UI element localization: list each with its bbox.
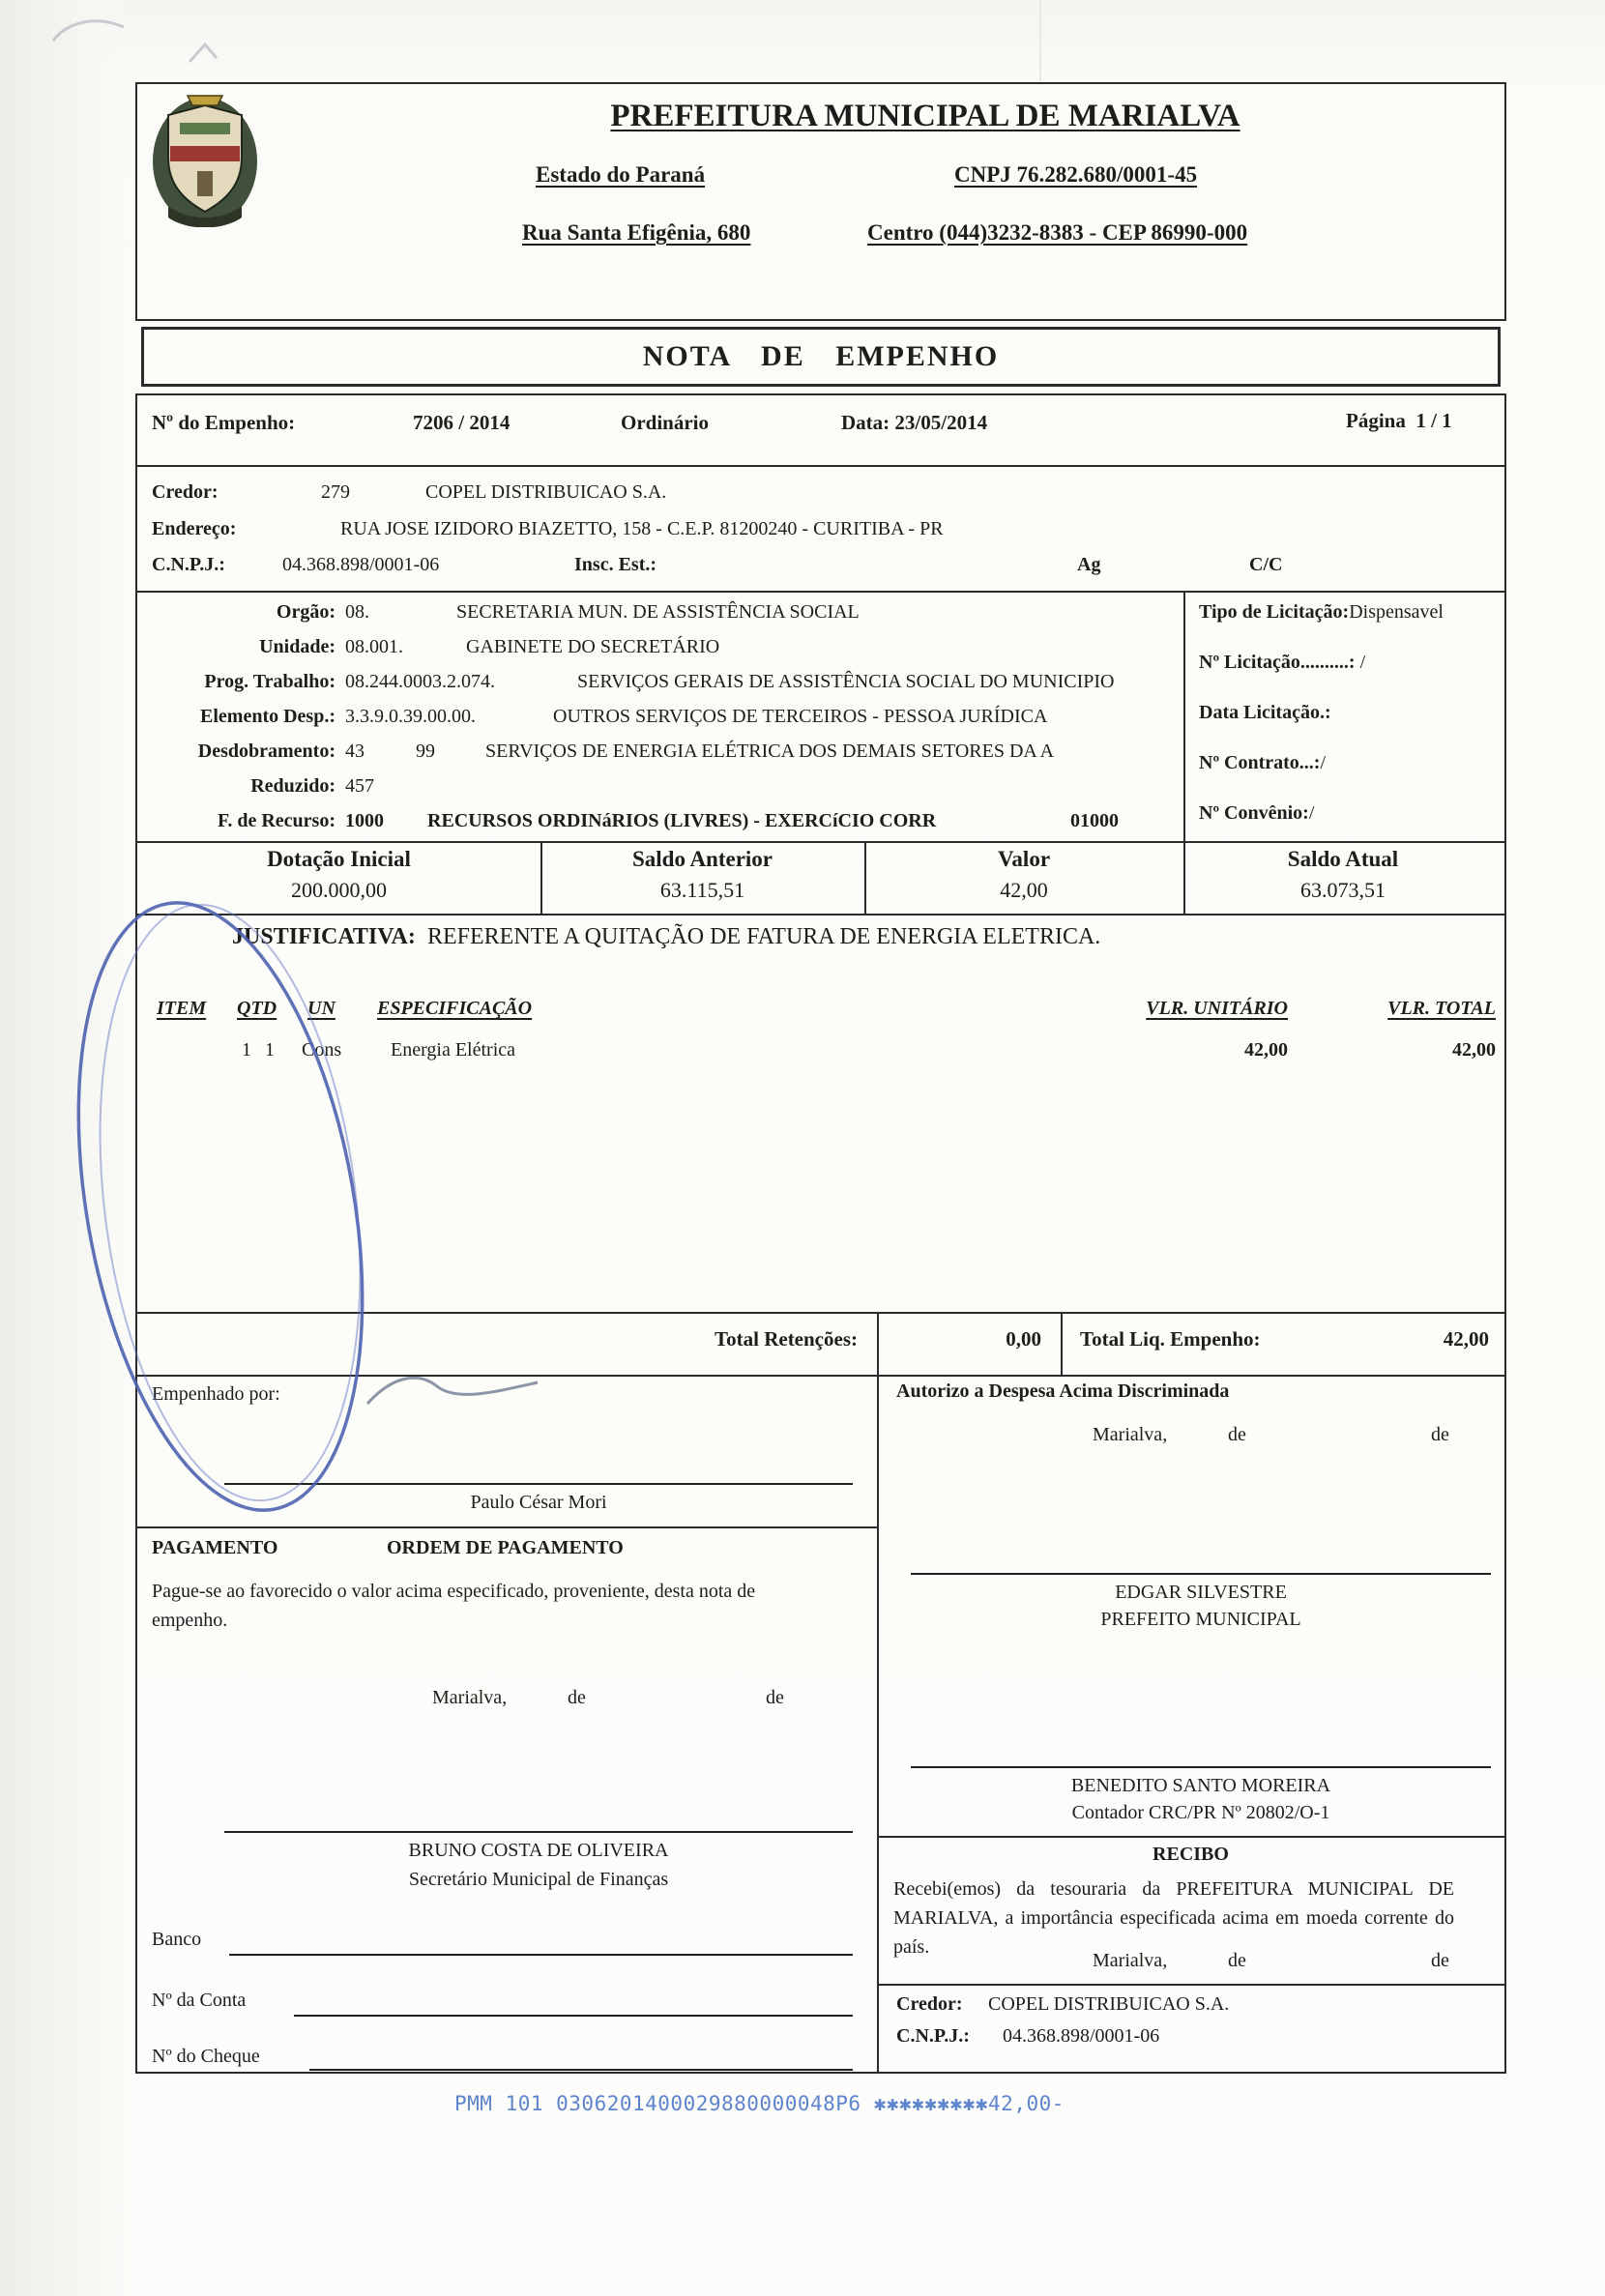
rule: [877, 1836, 1504, 1838]
endereco-prefeitura-2: Centro (044)3232-8383 - CEP 86990-000: [867, 220, 1248, 245]
num-convenio: [1199, 801, 1314, 825]
total-liq-label: Total Liq. Empenho:: [1080, 1327, 1261, 1351]
item-un: Cons: [302, 1039, 342, 1061]
elemento-desp-desc: OUTROS SERVIÇOS DE TERCEIROS - PESSOA JURÍDICA: [553, 706, 1048, 727]
rule: [877, 1984, 1504, 1986]
item-especificacao: Energia Elétrica: [391, 1039, 516, 1061]
justificativa-label: JUSTIFICATIVA:: [232, 924, 416, 949]
cnpj-label: C.N.P.J.:: [152, 554, 225, 575]
de-4: de: [1431, 1424, 1449, 1445]
credor-codigo: 279: [321, 481, 350, 503]
cnpj-prefeitura: CNPJ 76.282.680/0001-45: [954, 162, 1198, 187]
pagamento-label: PAGAMENTO: [152, 1537, 278, 1558]
num-contrato-label: Nº Contrato...:: [1199, 752, 1321, 773]
justificativa-texto: REFERENTE A QUITAÇÃO DE FATURA DE ENERGIA ELETRICA.: [427, 924, 1101, 949]
recibo-credor-nome: COPEL DISTRIBUICAO S.A.: [988, 1993, 1230, 2015]
desdobramento-code2: 99: [416, 741, 435, 762]
rule: [137, 591, 1504, 593]
orgao-desc: SECRETARIA MUN. DE ASSISTÊNCIA SOCIAL: [456, 601, 860, 623]
financas-cargo: Secretário Municipal de Finanças: [408, 1869, 669, 1890]
endereco-credor: RUA JOSE IZIDORO BIAZETTO, 158 - C.E.P. 81200240 - CURITIBA - PR: [340, 518, 944, 539]
num-licitacao-value: /: [1359, 652, 1366, 673]
pague-se-texto: Pague-se ao favorecido o valor acima especificado, proveniente, desta nota de empenho.: [152, 1581, 756, 1631]
banco-line: [229, 1954, 853, 1956]
reduzido-label: Reduzido:: [250, 775, 336, 797]
saldo-anterior-valor: 63.115,51: [659, 878, 745, 902]
de-2: de: [766, 1687, 784, 1708]
rule: [137, 1375, 1504, 1377]
num-convenio-label: Nº Convênio:: [1199, 802, 1309, 824]
num-convenio-value: /: [1308, 802, 1315, 824]
cidade-data-recibo: Marialva,: [1093, 1950, 1168, 1971]
recibo-cnpj: 04.368.898/0001-06: [1003, 2025, 1160, 2047]
reduzido-code: 457: [345, 775, 374, 797]
elemento-desp-label: Elemento Desp.:: [200, 706, 336, 727]
data-licitacao: [1199, 701, 1331, 724]
unidade-label: Unidade:: [259, 636, 336, 657]
num-licitacao-label: Nº Licitação..........:: [1199, 652, 1360, 673]
ag-label: Ag: [1077, 554, 1101, 575]
unidade-code: 08.001.: [345, 636, 403, 657]
tipo-licitacao-label: Tipo de Licitação:: [1199, 601, 1350, 623]
prefeito-cargo: PREFEITO MUNICIPAL: [1100, 1609, 1301, 1630]
tipo-licitacao: [1199, 600, 1444, 624]
col-un: UN: [307, 998, 336, 1019]
de-1: de: [568, 1687, 586, 1708]
total-retencoes-label: Total Retenções:: [715, 1327, 858, 1351]
data-label: Data:: [841, 411, 890, 434]
estado-label: Estado do Paraná: [536, 162, 706, 187]
empenho-data: [841, 411, 987, 435]
item-qtd: 1: [265, 1039, 275, 1061]
col-vlr-unitario: VLR. UNITÁRIO: [1146, 998, 1288, 1019]
cheque-line: [309, 2069, 853, 2071]
prog-trabalho-code: 08.244.0003.2.074.: [345, 671, 495, 692]
f-recurso-extra: 01000: [1070, 810, 1119, 831]
num-contrato: [1199, 751, 1326, 774]
saldo-atual-header: Saldo Atual: [1287, 847, 1399, 871]
cidade-data-esq: Marialva,: [432, 1687, 508, 1708]
unidade-desc: GABINETE DO SECRETÁRIO: [466, 636, 720, 657]
empenho-number: 7206 / 2014: [413, 411, 511, 434]
total-liq-valor: 42,00: [1443, 1327, 1489, 1351]
f-recurso-desc: RECURSOS ORDINáRIOS (LIVRES) - EXERCíCIO CORR: [427, 810, 937, 831]
empenho-number-label: Nº do Empenho:: [152, 411, 296, 434]
f-recurso-code: 1000: [345, 810, 384, 831]
conta-label: Nº da Conta: [152, 1990, 247, 2011]
num-contrato-value: /: [1320, 752, 1327, 773]
rule: [137, 465, 1504, 467]
insc-est-label: Insc. Est.:: [574, 554, 657, 575]
conta-line: [294, 2015, 853, 2017]
recibo-titulo: RECIBO: [1153, 1844, 1229, 1865]
item-num: 1: [242, 1039, 251, 1061]
ordem-pagamento-label: ORDEM DE PAGAMENTO: [387, 1537, 624, 1558]
f-recurso-label: F. de Recurso:: [217, 810, 336, 831]
rule: [137, 1526, 877, 1528]
data-value: 23/05/2014: [894, 411, 988, 434]
col-especificacao: ESPECIFICAÇÃO: [377, 998, 533, 1019]
empenhado-por-label: Empenhado por:: [152, 1383, 280, 1405]
cnpj-credor: 04.368.898/0001-06: [282, 554, 440, 575]
col-qtd: QTD: [237, 998, 277, 1019]
num-licitacao: [1199, 651, 1365, 674]
dotacao-inicial-valor: 200.000,00: [291, 878, 387, 902]
valor-header: Valor: [997, 847, 1051, 871]
pagina-value: 1 / 1: [1415, 409, 1452, 432]
autorizo-label: Autorizo a Despesa Acima Discriminada: [896, 1381, 1230, 1402]
signature-line: [911, 1573, 1491, 1575]
item-vlr-unitario: 42,00: [1244, 1039, 1288, 1061]
rule: [877, 1312, 879, 1375]
empenhado-nome: Paulo César Mori: [470, 1492, 607, 1513]
rule: [137, 914, 1504, 915]
endereco-prefeitura: Rua Santa Efigênia, 680: [522, 220, 751, 245]
prefeitura-title: PREFEITURA MUNICIPAL DE MARIALVA: [610, 99, 1240, 133]
col-vlr-total: VLR. TOTAL: [1387, 998, 1496, 1019]
endereco-label: Endereço:: [152, 518, 237, 539]
signature-line: [224, 1483, 853, 1485]
tipo-licitacao-value: Dispensavel: [1349, 601, 1444, 623]
letterhead: [135, 82, 1506, 321]
doc-title: NOTA DE EMPENHO: [642, 340, 1000, 372]
signature-line: [911, 1766, 1491, 1768]
cc-label: C/C: [1249, 554, 1283, 575]
prefeito-nome: EDGAR SILVESTRE: [1115, 1582, 1287, 1603]
credor-nome: COPEL DISTRIBUICAO S.A.: [425, 481, 667, 503]
prog-trabalho-label: Prog. Trabalho:: [204, 671, 336, 692]
prog-trabalho-desc: SERVIÇOS GERAIS DE ASSISTÊNCIA SOCIAL DO MUNICIPIO: [577, 671, 1115, 692]
elemento-desp-code: 3.3.9.0.39.00.00.: [345, 706, 476, 727]
scan-pen-mark: [190, 44, 217, 62]
banco-label: Banco: [152, 1929, 202, 1950]
signature-line: [224, 1831, 853, 1833]
pagina: [1346, 409, 1452, 433]
credor-label: Credor:: [152, 481, 219, 503]
data-licitacao-label: Data Licitação.:: [1199, 702, 1331, 723]
cheque-label: Nº do Cheque: [152, 2046, 260, 2067]
orgao-label: Orgão:: [276, 601, 336, 623]
item-vlr-total: 42,00: [1452, 1039, 1496, 1061]
pagina-label: Página: [1346, 409, 1406, 432]
de-6: de: [1431, 1950, 1449, 1971]
contador-nome: BENEDITO SANTO MOREIRA: [1070, 1775, 1331, 1796]
scan-shadow-band: [0, 0, 135, 2296]
empenho-tipo: Ordinário: [621, 411, 710, 434]
recibo-texto: Recebi(emos) da tesouraria da PREFEITURA MUNICIPAL DE MARIALVA, a importância especificada acima em moeda corrente do país.: [893, 1878, 1454, 1958]
col-item: ITEM: [157, 998, 207, 1019]
valor-valor: 42,00: [1000, 878, 1048, 902]
recibo-credor-label: Credor:: [896, 1993, 963, 2015]
contador-cargo: Contador CRC/PR Nº 20802/O-1: [1071, 1802, 1330, 1823]
rule: [877, 1375, 879, 2072]
de-3: de: [1228, 1424, 1246, 1445]
rule: [137, 1312, 1504, 1314]
desdobramento-label: Desdobramento:: [197, 741, 336, 762]
empenho-form: [135, 393, 1506, 2074]
dotacao-inicial-header: Dotação Inicial: [267, 847, 411, 871]
rule: [1061, 1312, 1063, 1375]
total-retencoes-valor: 0,00: [1006, 1327, 1041, 1351]
recibo-cnpj-label: C.N.P.J.:: [896, 2025, 970, 2047]
bank-validation-stamp: PMM 101 0306201400029880000048P6 ✱✱✱✱✱✱✱✱✱42,00-: [454, 2092, 1065, 2115]
cidade-data-dir: Marialva,: [1093, 1424, 1168, 1445]
scan-crease: [1039, 0, 1041, 83]
desdobramento-desc: SERVIÇOS DE ENERGIA ELÉTRICA DOS DEMAIS SETORES DA A: [485, 741, 1055, 762]
de-5: de: [1228, 1950, 1246, 1971]
orgao-code: 08.: [345, 601, 369, 623]
desdobramento-code: 43: [345, 741, 365, 762]
saldo-atual-valor: 63.073,51: [1300, 878, 1386, 902]
saldo-anterior-header: Saldo Anterior: [631, 847, 773, 871]
financas-nome: BRUNO COSTA DE OLIVEIRA: [408, 1840, 669, 1861]
municipal-crest-logo: [151, 90, 259, 227]
doc-title-box: [141, 327, 1501, 387]
rule: [137, 841, 1504, 843]
